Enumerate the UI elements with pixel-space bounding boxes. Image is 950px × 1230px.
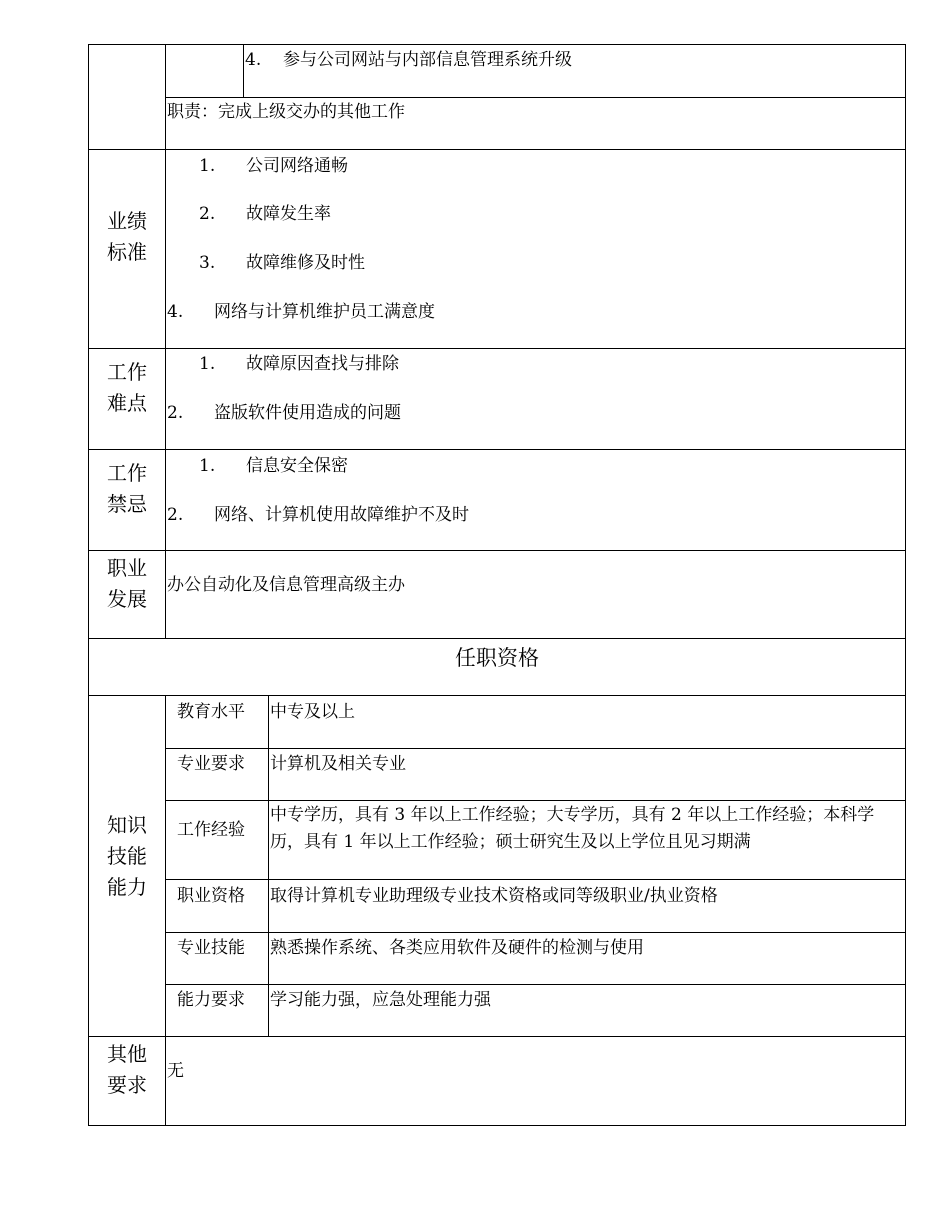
major-key: 专业要求 — [177, 754, 245, 774]
row-divider — [88, 695, 906, 696]
performance-item-3-number: 3. — [199, 253, 216, 273]
knowledge-label-line1: 知识 — [107, 813, 147, 837]
difficulty-label — [89, 357, 165, 419]
other-label — [89, 1039, 165, 1101]
row-divider — [165, 748, 906, 749]
difficulty-item-2-text: 盗版软件使用造成的问题 — [214, 403, 401, 423]
taboo-item-2-text: 网络、计算机使用故障维护不及时 — [214, 505, 469, 525]
education-key: 教育水平 — [177, 702, 245, 722]
taboo-item-2-number: 2. — [167, 505, 184, 525]
qualification-title: 任职资格 — [455, 646, 539, 670]
performance-item-2-text: 故障发生率 — [246, 204, 331, 224]
performance-item-1-text: 公司网络通畅 — [246, 156, 348, 176]
ability-key: 能力要求 — [177, 990, 245, 1010]
row-divider — [165, 879, 906, 880]
skill-key: 专业技能 — [177, 938, 245, 958]
difficulty-label-line2: 难点 — [107, 391, 147, 415]
other-label-line1: 其他 — [107, 1042, 147, 1066]
other-label-line2: 要求 — [107, 1073, 147, 1097]
difficulty-item-2-number: 2. — [167, 403, 184, 423]
knowledge-label — [89, 810, 165, 903]
knowledge-label-line2: 技能 — [107, 844, 147, 868]
row-divider — [88, 149, 906, 150]
knowledge-label-line3: 能力 — [107, 875, 147, 899]
row-divider — [165, 800, 906, 801]
performance-item-2-number: 2. — [199, 204, 216, 224]
performance-item-4-text: 网络与计算机维护员工满意度 — [214, 302, 435, 322]
career-text: 办公自动化及信息管理高级主办 — [167, 575, 405, 595]
taboo-item-1-text: 信息安全保密 — [246, 456, 348, 476]
top-row-divider — [243, 44, 244, 97]
performance-item-4-number: 4. — [167, 302, 184, 322]
certificate-key: 职业资格 — [177, 886, 245, 906]
certificate-value: 取得计算机专业助理级专业技术资格或同等级职业/执业资格 — [270, 886, 718, 906]
skill-value: 熟悉操作系统、各类应用软件及硬件的检测与使用 — [270, 938, 644, 958]
performance-label — [89, 206, 165, 268]
table-right-border — [905, 44, 906, 1126]
task-item-text: 参与公司网站与内部信息管理系统升级 — [283, 50, 572, 70]
difficulty-item-1-text: 故障原因查找与排除 — [246, 354, 399, 374]
other-text: 无 — [167, 1061, 184, 1081]
row-divider — [88, 348, 906, 349]
performance-item-1-number: 1. — [199, 156, 216, 176]
row-divider — [165, 932, 906, 933]
table-top-border — [88, 44, 906, 45]
career-label-line1: 职业 — [107, 556, 147, 580]
row-divider — [88, 638, 906, 639]
row-divider — [88, 1036, 906, 1037]
performance-label-line1: 业绩 — [107, 209, 147, 233]
experience-value: 中专学历，具有 3 年以上工作经验；大专学历，具有 2 年以上工作经验；本科学历，具有 1 年以上工作经验；硕士研究生及以上学位且见习期满 — [270, 805, 875, 852]
difficulty-item-1-number: 1. — [199, 354, 216, 374]
difficulty-label-line1: 工作 — [107, 360, 147, 384]
row-divider — [88, 550, 906, 551]
education-value: 中专及以上 — [270, 702, 355, 722]
experience-key: 工作经验 — [177, 820, 245, 840]
table-bottom-border — [88, 1125, 906, 1126]
performance-item-3-text: 故障维修及时性 — [246, 253, 365, 273]
taboo-item-1-number: 1. — [199, 456, 216, 476]
duty-text: 职责：完成上级交办的其他工作 — [167, 102, 405, 122]
major-value: 计算机及相关专业 — [270, 754, 406, 774]
row-divider — [165, 97, 906, 98]
row-divider — [88, 449, 906, 450]
career-label-line2: 发展 — [107, 587, 147, 611]
career-label — [89, 553, 165, 615]
ability-value: 学习能力强，应急处理能力强 — [270, 990, 491, 1010]
row-divider — [165, 984, 906, 985]
taboo-label-line2: 禁忌 — [107, 492, 147, 516]
taboo-label-line1: 工作 — [107, 461, 147, 485]
taboo-label — [89, 458, 165, 520]
task-item-number: 4. — [245, 50, 262, 70]
performance-label-line2: 标准 — [107, 240, 147, 264]
label-column-divider-lower — [165, 696, 166, 1126]
